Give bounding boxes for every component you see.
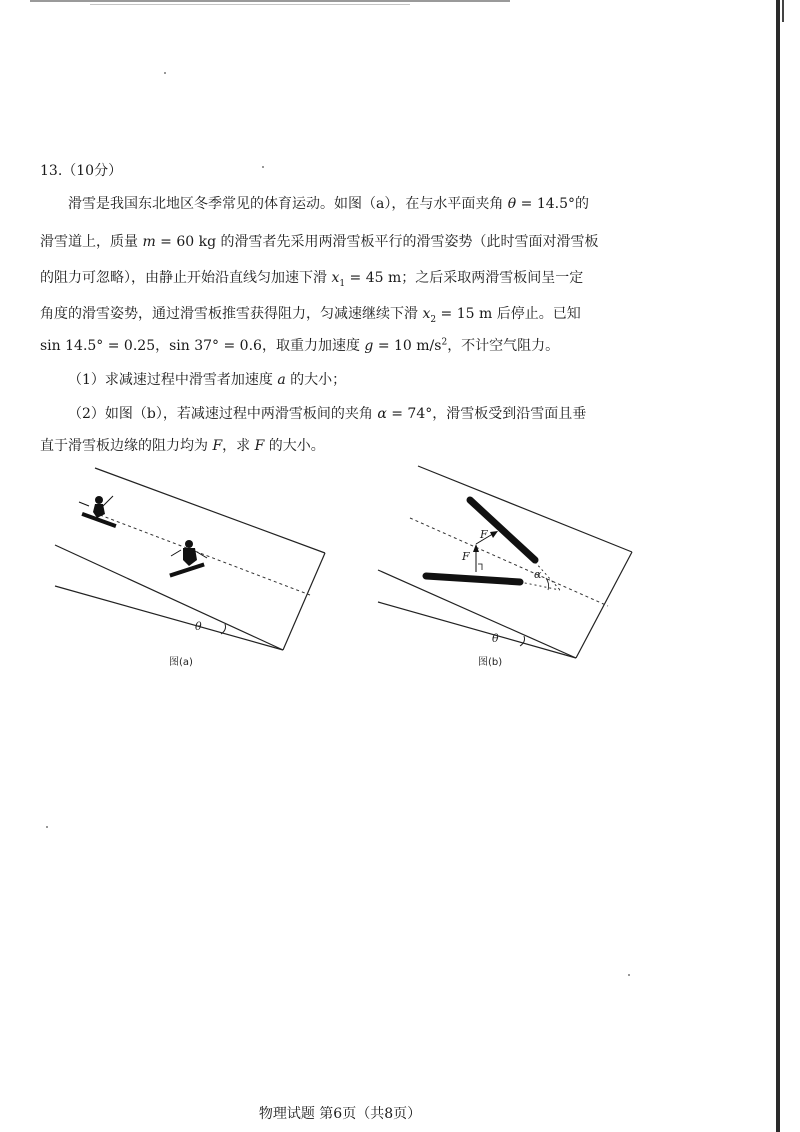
figure-b-caption: 图(b) [478,657,503,668]
question-text-line-1: 滑雪是我国东北地区冬季常见的体育运动。如图（a），在与水平面夹角 θ = 14.5°的 [68,196,590,212]
theta-label: θ [492,632,499,645]
question-text-line-3: 的阻力可忽略），由静止开始沿直线匀加速下滑 $x_1 = 45$ m；之后采取两滑雪板间呈一定 [40,270,584,289]
alpha-label: α [534,568,542,581]
slope-end-line [576,552,632,658]
theta-arc [520,636,525,646]
question-text-line-2: 滑雪道上，质量 m = 60 kg 的滑雪者先采用两滑雪板平行的滑雪姿势（此时雪面对滑雪板 [40,234,599,250]
horizontal-line [378,602,576,658]
slope-surface-line [55,545,283,650]
force-label-1: F [462,550,470,563]
scan-speck [262,166,264,168]
slope-top-line [95,468,325,553]
force-label-2: F [480,528,488,541]
page-footer: 物理试题 第6页（共8页） [258,1106,422,1122]
scan-edge-top [30,0,510,2]
right-angle-mark [478,564,482,570]
question-text-line-5: sin 14.5° = 0.25，sin 37° = 0.6，取重力加速度 g = 10 $m/s^2$，不计空气阻力。 [40,337,560,354]
slope-top-line [418,466,632,552]
motion-path-dashed [100,515,310,595]
scan-speck [46,826,48,828]
sub-question-2-line-2: 直于滑雪板边缘的阻力均为 F，求 F 的大小。 [40,438,325,454]
figure-b [370,460,650,670]
figure-b-diagram [370,460,650,670]
skier-2 [169,540,207,577]
scan-edge-right-mark [782,0,784,22]
scan-edge-right [776,0,780,1132]
theta-label: θ [195,620,202,633]
scan-speck [164,72,166,74]
figure-a [55,460,340,670]
skier-1 [79,496,117,528]
scan-speck [628,974,630,976]
scan-edge-top-faint [90,4,410,5]
horizontal-line [55,586,283,650]
figure-a-caption: 图(a) [169,657,193,668]
centerline-dashed [410,518,608,606]
figure-a-diagram [55,460,340,670]
question-text-line-4: 角度的滑雪姿势，通过滑雪板推雪获得阻力，匀减速继续下滑 $x_2 = 15$ m 后停止。已知 [40,306,581,325]
question-number: 13.（10分） [40,163,123,179]
slope-surface-line [378,570,576,658]
sub-question-2-line-1: （2）如图（b），若减速过程中两滑雪板间的夹角 α = 74°，滑雪板受到沿雪面且垂 [68,406,587,422]
ski-lower [426,576,520,582]
sub-question-1: （1）求减速过程中滑雪者加速度 a 的大小； [68,372,347,388]
slope-end-line [283,553,325,650]
